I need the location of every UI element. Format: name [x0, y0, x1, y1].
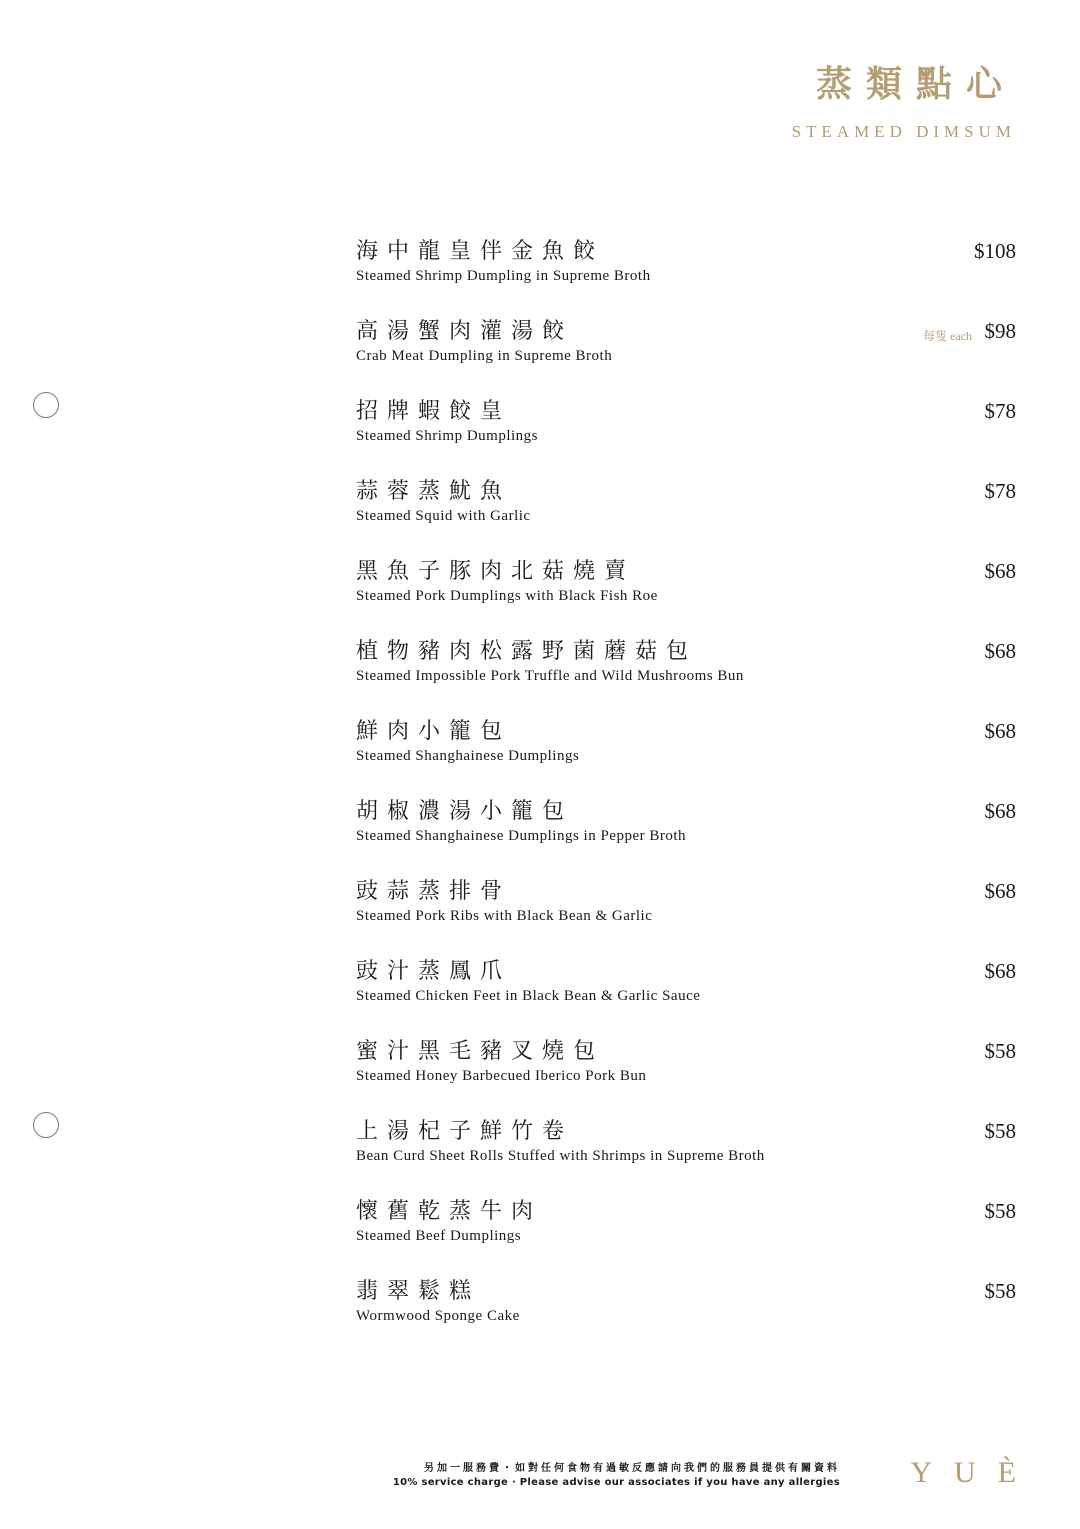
item-price: $98 — [984, 319, 1016, 343]
item-name-en: Steamed Shanghainese Dumplings in Pepper Broth — [356, 828, 687, 844]
menu-item — [356, 477, 1016, 557]
menu-item — [356, 1277, 1016, 1357]
item-name-en: Steamed Beef Dumplings — [356, 1228, 522, 1244]
item-name-zh: 胡椒濃湯小籠包 — [356, 799, 574, 824]
item-name-zh: 黑魚子豚肉北菇燒賣 — [356, 559, 636, 584]
item-price: $78 — [984, 479, 1016, 503]
item-name-en: Steamed Squid with Garlic — [356, 508, 531, 524]
item-name-zh: 高湯蟹肉灌湯餃 — [356, 319, 574, 344]
section-title-zh: 蒸類點心 — [815, 63, 1016, 105]
item-price: $68 — [984, 799, 1016, 823]
item-price: $58 — [984, 1039, 1016, 1063]
item-price: $68 — [984, 559, 1016, 583]
item-price: $68 — [984, 879, 1016, 903]
item-name-zh: 豉蒜蒸排骨 — [356, 879, 512, 904]
menu-item — [356, 557, 1016, 637]
footer-note-zh: 另加一服務費・如對任何食物有過敏反應請向我們的服務員提供有關資料 — [424, 1463, 840, 1474]
item-name-en: Crab Meat Dumpling in Supreme Broth — [356, 348, 613, 364]
item-price: $78 — [984, 399, 1016, 423]
item-name-zh: 上湯杞子鮮竹卷 — [356, 1119, 574, 1144]
item-name-zh: 海中龍皇伴金魚餃 — [356, 239, 605, 264]
menu-item — [356, 717, 1016, 797]
menu-item — [356, 317, 1016, 397]
item-price: $68 — [984, 639, 1016, 663]
menu-item — [356, 1197, 1016, 1277]
item-name-zh: 鮮肉小籠包 — [356, 719, 512, 744]
item-price: $68 — [984, 719, 1016, 743]
menu-item — [356, 637, 1016, 717]
footer-note-en: 10% service charge · Please advise our associates if you have any allergies — [392, 1477, 840, 1488]
item-name-zh: 豉汁蒸鳳爪 — [356, 959, 512, 984]
item-name-en: Bean Curd Sheet Rolls Stuffed with Shrimps in Supreme Broth — [356, 1148, 765, 1164]
item-name-en: Steamed Shrimp Dumplings — [356, 428, 538, 444]
menu-item — [356, 797, 1016, 877]
menu-item — [356, 237, 1016, 317]
binder-hole-top — [33, 392, 59, 418]
item-name-zh: 翡翠鬆糕 — [356, 1279, 481, 1304]
item-name-en: Steamed Pork Ribs with Black Bean & Garlic — [356, 908, 653, 924]
menu-list — [356, 237, 1016, 1357]
section-title-en: STEAMED DIMSUM — [791, 122, 1016, 141]
item-price: $108 — [974, 239, 1016, 263]
item-name-en: Wormwood Sponge Cake — [356, 1308, 520, 1324]
item-name-en: Steamed Shrimp Dumpling in Supreme Broth — [356, 268, 651, 284]
item-name-en: Steamed Pork Dumplings with Black Fish Roe — [356, 588, 658, 604]
item-price: $58 — [984, 1199, 1016, 1223]
item-name-zh: 蒜蓉蒸魷魚 — [356, 479, 512, 504]
menu-item — [356, 397, 1016, 477]
item-name-zh: 植物豬肉松露野菌蘑菇包 — [356, 639, 698, 664]
menu-item — [356, 957, 1016, 1037]
item-name-en: Steamed Impossible Pork Truffle and Wild Mushrooms Bun — [356, 668, 744, 684]
item-name-en: Steamed Shanghainese Dumplings — [356, 748, 580, 764]
item-price: $58 — [984, 1279, 1016, 1303]
item-price-note: 每隻 each — [923, 329, 972, 343]
restaurant-logo: YUÈ — [910, 1456, 1038, 1489]
menu-item — [356, 877, 1016, 957]
item-name-en: Steamed Chicken Feet in Black Bean & Garlic Sauce — [356, 988, 701, 1004]
item-price: $68 — [984, 959, 1016, 983]
item-name-en: Steamed Honey Barbecued Iberico Pork Bun — [356, 1068, 647, 1084]
binder-hole-bottom — [33, 1112, 59, 1138]
menu-item — [356, 1037, 1016, 1117]
item-name-zh: 蜜汁黑毛豬叉燒包 — [356, 1039, 605, 1064]
item-name-zh: 招牌蝦餃皇 — [356, 399, 512, 424]
item-price: $58 — [984, 1119, 1016, 1143]
item-name-zh: 懷舊乾蒸牛肉 — [356, 1199, 543, 1224]
menu-item — [356, 1117, 1016, 1197]
footer-note — [393, 1462, 840, 1490]
